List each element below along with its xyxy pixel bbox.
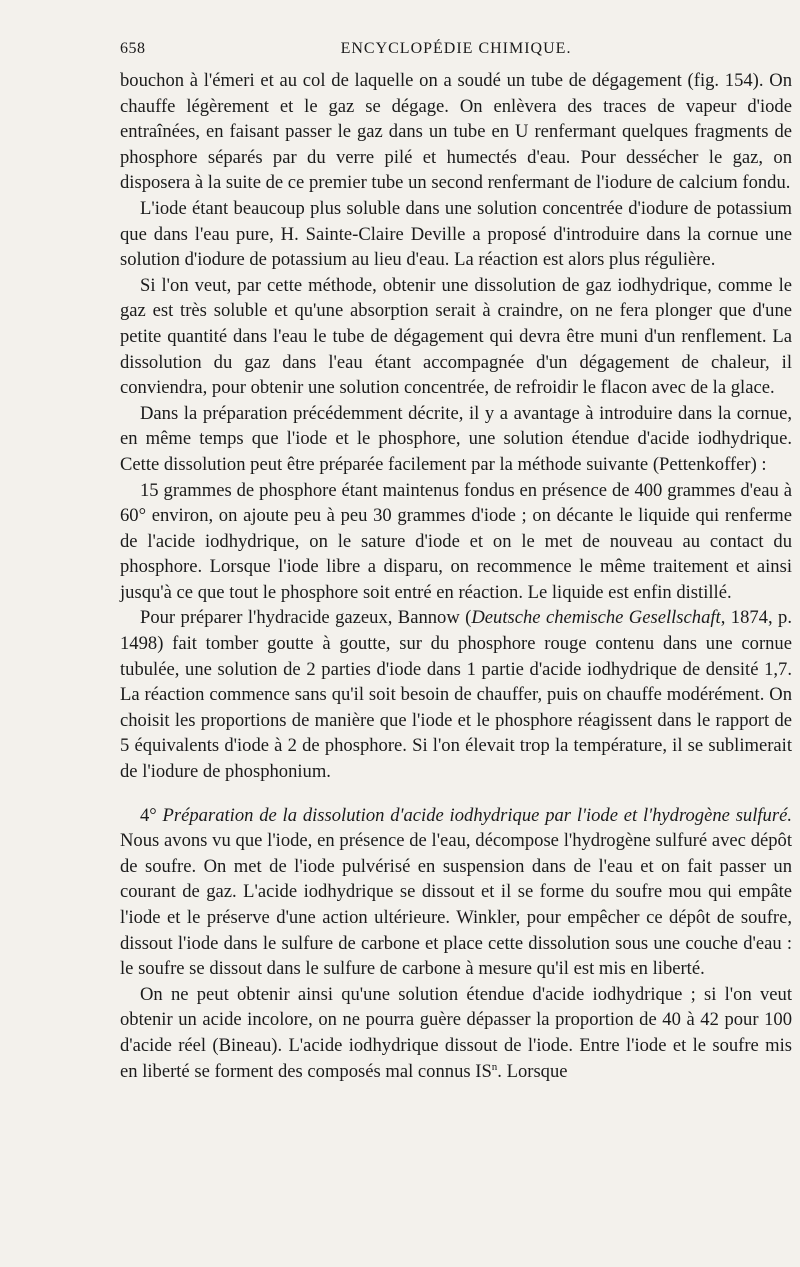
section-paragraph (120, 803, 792, 982)
paragraph: Si l'on veut, par cette méthode, obtenir une dissolution de gaz iodhydrique, comme le gaz est très soluble et qu'une absorption serait à craindre, on ne fera plonger que d'une petite quantité dans l'eau le tube de dégagement qui devra être muni d'un renflement. La dissolution du gaz dans l'eau étant accompagnée d'un dégagement de chaleur, il conviendra, pour obtenir une solution concentrée, de refroidir le flacon avec de la glace. (120, 274, 792, 399)
paragraph-text: Pour préparer l'hydracide gazeux, Bannow ( (140, 607, 472, 629)
page-header (120, 40, 792, 66)
paragraph-text: Nous avons vu que l'iode, en présence de l'eau, décompose l'hydrogène sulfuré avec dépôt de soufre. On met de l'iode pulvérisé en suspension dans de l'eau et on fait passer un courant de gaz. L'acide iodhydrique se dissout et il se forme du soufre mou qui empâte l'iode et le préserve d'une action ultérieure. Winkler, pour empêcher ce dépôt de soufre, dissout l'iode dans le sulfure de carbone et place cette dissolution sous une couche d'eau : le soufre se dissout dans le sulfure de carbone à mesure qu'il est mis en liberté. (120, 830, 792, 980)
paragraph-text: On ne peut obtenir ainsi qu'une solution étendue d'acide iodhydrique ; si l'on veut obtenir un acide incolore, on ne pourra guère dépasser la proportion de 40 à 42 pour 100 d'acide réel (Bineau). L'acide iodhydrique dissout de l'iode. Entre l'iode et le soufre mis en liberté se forment des composés mal connus IS (120, 983, 792, 1082)
paragraph: Dans la préparation précédemment décrite, il y a avantage à introduire dans la cornue, en même temps que l'iode et le phosphore, une solution étendue d'acide iodhydrique. Cette dissolution peut être préparée facilement par la méthode suivante (Pettenkoffer) : (120, 402, 792, 475)
page-number: 658 (120, 40, 146, 57)
paragraph-text: . Lorsque (497, 1060, 568, 1082)
paragraph: L'iode étant beaucoup plus soluble dans une solution concentrée d'iodure de potassium que dans l'eau pure, H. Sainte-Claire Deville a proposé d'introduire dans la cornue une solution d'iodure de potassium au lieu d'eau. La réaction est alors plus régulière. (120, 197, 792, 271)
paragraph: bouchon à l'émeri et au col de laquelle on a soudé un tube de dégagement (fig. 154). On chauffe légèrement et le gaz se dégage. On enlèvera des traces de vapeur d'iode entraînées, en faisant passer le gaz dans un tube en U renfermant quelques fragments de phosphore séparés par du verre pilé et humectés d'eau. Pour dessécher le gaz, on disposera à la suite de ce premier tube un second renfermant de l'iodure de calcium fondu. (120, 70, 792, 194)
paragraph: 15 grammes de phosphore étant maintenus fondus en présence de 400 grammes d'eau à 60° environ, on ajoute peu à peu 30 grammes d'iode ; on décante le liquide qui renferme de l'acide iodhydrique, on le sature d'iode et on le met de nouveau au contact du phosphore. Lorsque l'iode libre a disparu, on recommence le même traitement et ainsi jusqu'à ce que tout le phosphore soit entré en réaction. Le liquide est enfin distillé. (120, 479, 792, 603)
paragraph (120, 605, 792, 784)
section-number: 4° (140, 804, 157, 826)
running-title: ENCYCLOPÉDIE CHIMIQUE. (340, 40, 572, 57)
superscript: n (491, 1060, 498, 1073)
section-heading: Préparation de la dissolution d'acide iodhydrique par l'iode et l'hydrogène sulfuré. (162, 804, 792, 826)
citation-title: Deutsche chemische Gesellschaft (471, 607, 721, 629)
body-text (120, 68, 792, 1084)
paragraph-text: , 1874, p. 1498) fait tomber goutte à goutte, sur du phosphore rouge contenu dans une cornue tubulée, une solution de 2 parties d'iode dans 1 partie d'acide iodhydrique de densité 1,7. La réaction commence sans qu'il soit besoin de chauffer, puis on chauffe modérément. On choisit les proportions de manière que l'iode et le phosphore réagissent dans le rapport de 5 équivalents d'iode à 2 de phosphore. Si l'on élevait trop la température, il se sublimerait de l'iodure de phosphonium. (120, 607, 792, 783)
paragraph (120, 982, 792, 1084)
